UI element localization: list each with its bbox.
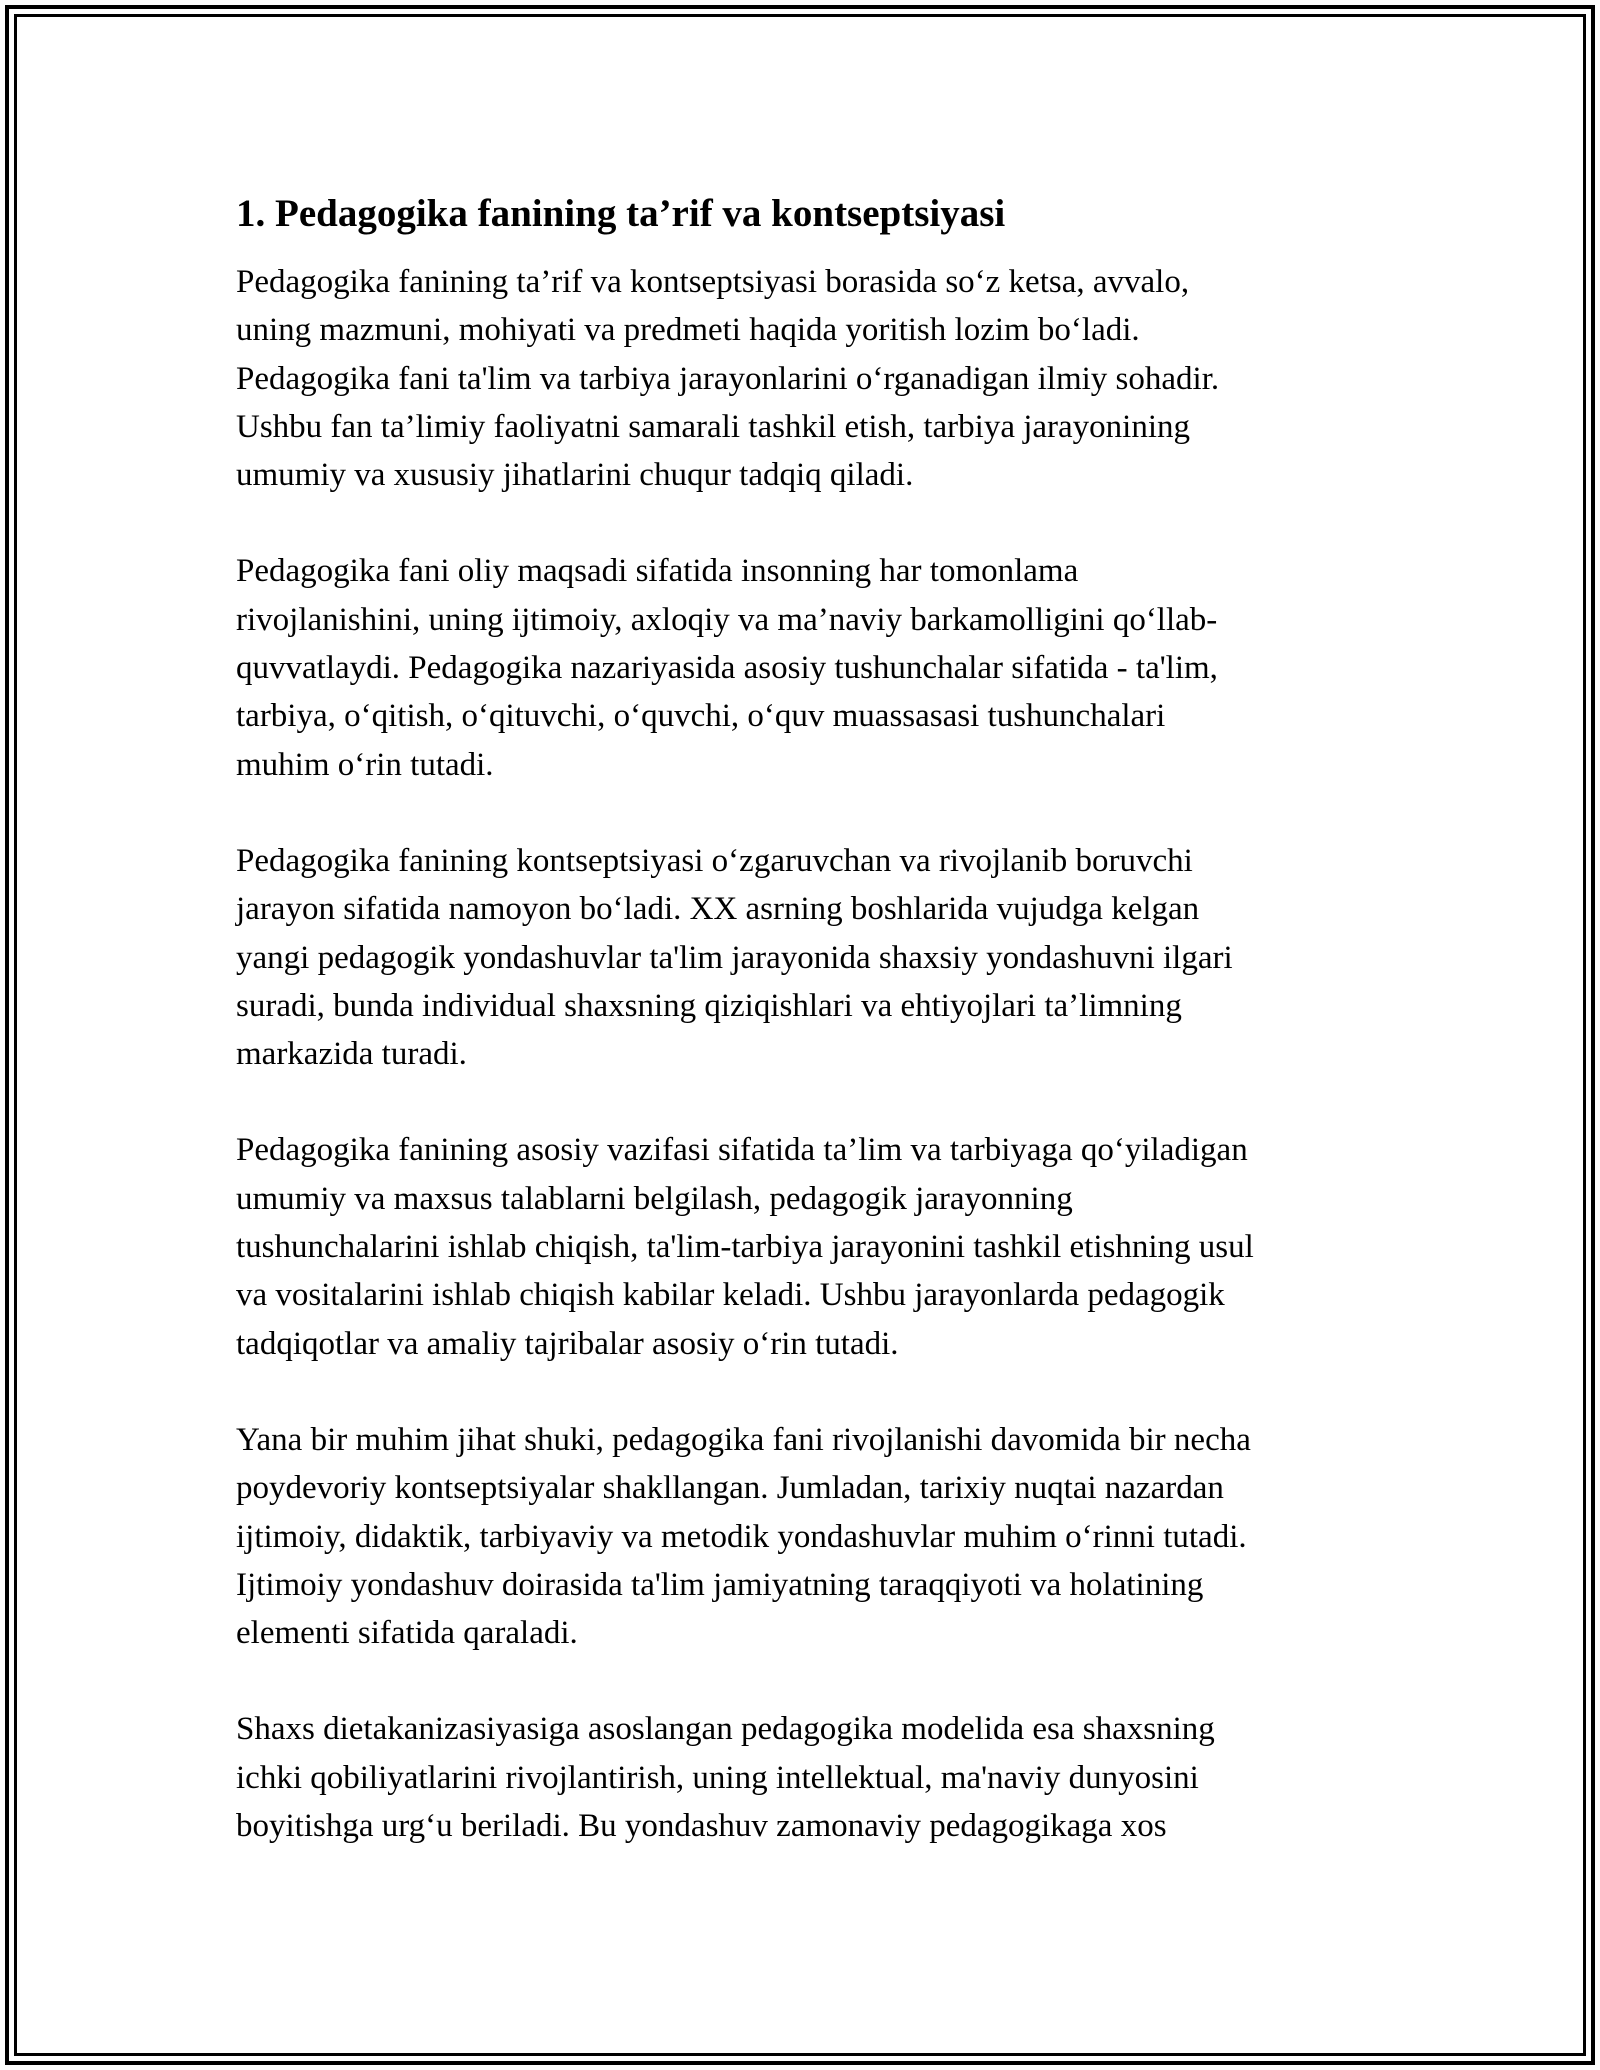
text-line: umumiy va maxsus talablarni belgilash, pedagogik jarayonning <box>236 1180 1073 1217</box>
text-line: markazida turadi. <box>236 1036 467 1073</box>
text-line: ichki qobiliyatlarini rivojlantirish, uning intellektual, ma'naviy dunyosini <box>236 1759 1199 1796</box>
text-line: Pedagogika fanining asosiy vazifasi sifatida ta’lim va tarbiyaga qo‘yiladigan <box>236 1132 1248 1169</box>
text-line: yangi pedagogik yondashuvlar ta'lim jarayonida shaxsiy yondashuvni ilgari <box>236 939 1233 976</box>
text-line: boyitishga urg‘u beriladi. Bu yondashuv zamonaviy pedagogikaga xos <box>236 1808 1167 1845</box>
text-line: ijtimoiy, didaktik, tarbiyaviy va metodik yondashuvlar muhim o‘rinni tutadi. <box>236 1518 1247 1555</box>
text-line: umumiy va xususiy jihatlarini chuqur tadqiq qiladi. <box>236 457 914 494</box>
text-line: Pedagogika fanining ta’rif va kontseptsiyasi borasida so‘z ketsa, avvalo, <box>236 264 1190 300</box>
text-line: rivojlanishini, uning ijtimoiy, axloqiy va ma’naviy barkamolligini qo‘llab- <box>236 601 1218 638</box>
text-line: Ijtimoiy yondashuv doirasida ta'lim jamiyatning taraqqiyoti va holatining <box>236 1566 1204 1603</box>
paragraph-3 <box>236 837 1386 1078</box>
text-line: uning mazmuni, mohiyati va predmeti haqida yoritish lozim bo‘ladi. <box>236 312 1140 349</box>
paragraph-1 <box>236 258 1386 499</box>
text-line: poydevoriy kontseptsiyalar shakllangan. Jumladan, tarixiy nuqtai nazardan <box>236 1470 1224 1507</box>
text-line: elementi sifatida qaraladi. <box>236 1615 578 1652</box>
text-line: quvvatlaydi. Pedagogika nazariyasida asosiy tushunchalar sifatida - ta'lim, <box>236 650 1218 687</box>
text-line: muhim o‘rin tutadi. <box>236 746 494 783</box>
text-line: Pedagogika fani oliy maqsadi sifatida insonning har tomonlama <box>236 553 1079 590</box>
paragraph-4 <box>236 1126 1386 1367</box>
text-line: tarbiya, o‘qitish, o‘qituvchi, o‘quvchi, o‘quv muassasasi tushunchalari <box>236 698 1166 735</box>
section-heading: 1. Pedagogika fanining ta’rif va kontseptsiyasi <box>236 192 1006 235</box>
text-line: va vositalarini ishlab chiqish kabilar keladi. Ushbu jarayonlarda pedagogik <box>236 1277 1225 1314</box>
text-line: jarayon sifatida namoyon bo‘ladi. XX asrning boshlarida vujudga kelgan <box>236 891 1200 928</box>
text-line: suradi, bunda individual shaxsning qiziqishlari va ehtiyojlari ta’limning <box>236 987 1182 1024</box>
document-body <box>236 186 1386 1898</box>
text-line: Shaxs dietakanizasiyasiga asoslangan pedagogika modelida esa shaxsning <box>236 1711 1215 1748</box>
text-line: tushunchalarini ishlab chiqish, ta'lim-tarbiya jarayonini tashkil etishning usul <box>236 1229 1254 1266</box>
paragraph-2 <box>236 547 1386 788</box>
text-line: Pedagogika fani ta'lim va tarbiya jarayonlarini o‘rganadigan ilmiy sohadir. <box>236 360 1220 397</box>
text-line: Pedagogika fanining kontseptsiyasi o‘zgaruvchan va rivojlanib boruvchi <box>236 842 1193 879</box>
text-line: tadqiqotlar va amaliy tajribalar asosiy o‘rin tutadi. <box>236 1325 899 1362</box>
paragraph-6 <box>236 1705 1386 1850</box>
paragraph-5 <box>236 1416 1386 1657</box>
text-line: Yana bir muhim jihat shuki, pedagogika fani rivojlanishi davomida bir necha <box>236 1421 1251 1458</box>
text-line: Ushbu fan ta’limiy faoliyatni samarali tashkil etish, tarbiya jarayonining <box>236 408 1191 445</box>
